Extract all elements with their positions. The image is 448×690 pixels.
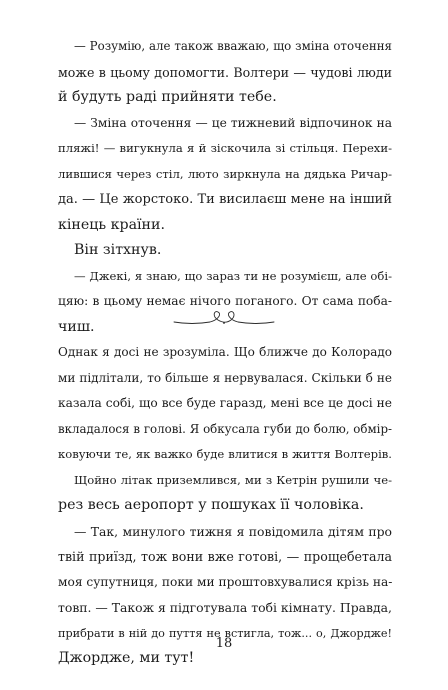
text-line: твій приїзд, тож вони вже готові, — прощебетала	[58, 549, 392, 564]
section-divider-ornament	[172, 308, 276, 332]
text-line: цяю: в цьому немає нічого поганого. От сама поба-	[58, 294, 392, 308]
text-line: — Джекі, я знаю, що зараз ти не розумієш, але обі-	[74, 268, 392, 283]
text-section-1	[58, 34, 392, 340]
text-line: да. — Це жорстоко. Ти висилаєш мене на інший	[58, 192, 392, 207]
text-line: казала собі, що все буде гаразд, мені все це досі не	[58, 396, 392, 410]
text-line: — Зміна оточення — це тижневий відпочинок на	[74, 115, 392, 130]
text-line: — Розумію, але також вважаю, що зміна оточення	[74, 39, 392, 53]
text-line: Він зітхнув.	[74, 242, 162, 258]
text-line: прибрати в ній до пуття не встигла, тож... о, Джордже!	[58, 626, 392, 640]
text-line: Джордже, ми тут!	[58, 650, 195, 666]
text-line: пляжі! — вигукнула я й зіскочила зі стільця. Перехи-	[58, 141, 392, 155]
text-line: чиш.	[58, 318, 95, 335]
text-line: моя супутниця, поки ми проштовхувалися крізь на-	[58, 574, 393, 589]
text-line: лившися через стіл, люто зиркнула на дядька Ричар-	[58, 166, 392, 181]
text-line: Щойно літак приземлився, ми з Кетрін рушили че-	[74, 472, 392, 487]
text-line: рез весь аеропорт у пошуках її чоловіка.	[58, 497, 364, 513]
text-line: й будуть раді прийняти тебе.	[58, 89, 277, 105]
text-section-2	[58, 340, 392, 672]
text-line: — Так, минулого тижня я повідомила дітям про	[74, 523, 392, 539]
text-line: кінець країни.	[58, 216, 165, 233]
text-line: вкладалося в голові. Я обкусала губи до болю, обмір-	[58, 421, 392, 436]
text-line: ми підлітали, то більше я нервувалася. Скільки б не	[58, 370, 392, 385]
page-number: 18	[215, 636, 233, 651]
text-line: може в цьому допомогти. Волтери — чудові люди	[58, 64, 392, 80]
text-line: Однак я досі не зрозуміла. Що ближче до Колорадо	[58, 345, 392, 359]
text-line: ковуючи те, як важко буде влитися в життя Волтерів.	[58, 447, 392, 461]
text-line: товп. — Також я підготувала тобі кімнату. Правда,	[58, 600, 392, 615]
